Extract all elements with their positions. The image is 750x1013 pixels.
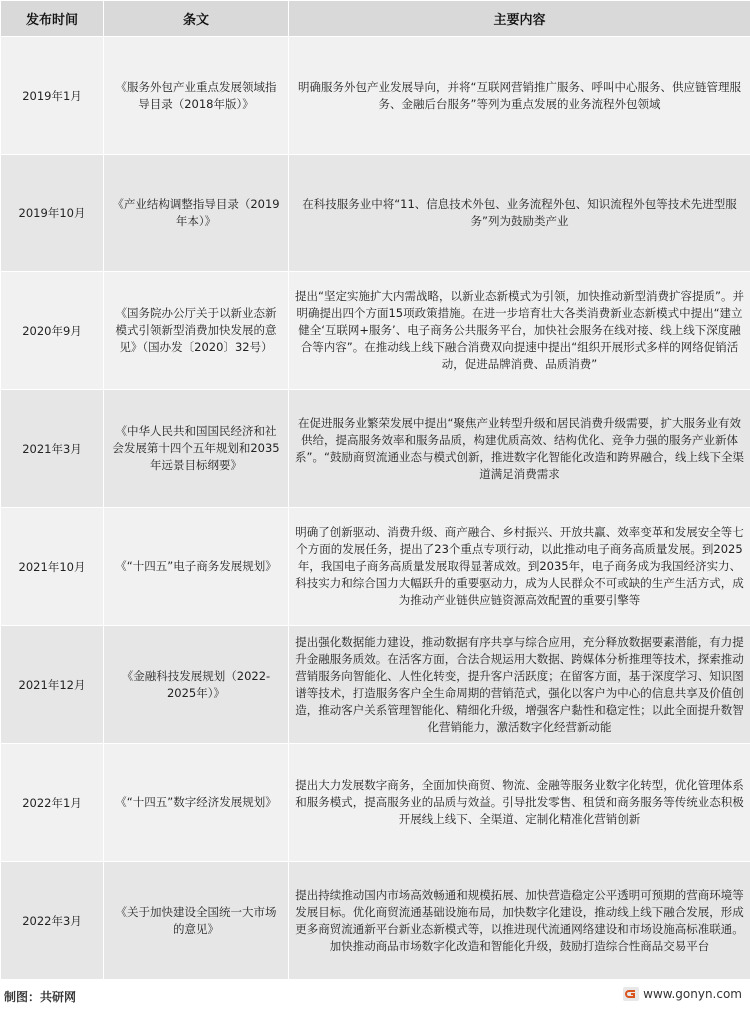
row-title: 《“十四五”数字经济发展规划》 [104,744,289,862]
row-date: 2021年3月 [1,390,104,508]
table-row [1,626,750,744]
row-content: 提出强化数据能力建设，推动数据有序共享与综合应用，充分释放数据要素潜能，有力提升金融服务质效。在活客方面，合法合规运用大数据、跨媒体分析推理等技术，探索推动营销服务向智能化、人性化转变，提升客户活跃度；在留客方面，基于深度学习、知识图谱等技术，打造服务客户全生命周期的营销范式，强化以客户为中心的信息共享及价值创造，推动客户关系管理智能化、精细化升级，增强客户黏性和稳定性；以此全面提升数智化营销能力，激活数字化经营新动能 [289,626,750,744]
row-date: 2019年1月 [1,37,104,155]
table-row [1,155,750,272]
row-title: 《服务外包产业重点发展领域指导目录（2018年版）》 [104,37,289,155]
row-date: 2021年12月 [1,626,104,744]
table-header-row [1,1,750,37]
row-date: 2020年9月 [1,272,104,390]
header-content: 主要内容 [289,1,750,37]
row-content: 明确了创新驱动、消费升级、商产融合、乡村振兴、开放共赢、效率变革和发展安全等七个方面的发展任务，提出了23个重点专项行动，以此推动电子商务高质量发展。到2025年，我国电子商务高质量发展取得显著成效。到2035年，电子商务成为我国经济实力、科技实力和综合国力大幅跃升的重要驱动力，成为人民群众不可或缺的生产生活方式，成为推动产业链供应链资源高效配置的重要引擎等 [289,508,750,626]
row-content: 明确服务外包产业发展导向，并将“互联网营销推广服务、呼叫中心服务、供应链管理服务、金融后台服务”等列为重点发展的业务流程外包领域 [289,37,750,155]
table-row [1,37,750,155]
row-date: 2019年10月 [1,155,104,272]
gonyn-logo-icon [623,987,639,1001]
footer-source: 制图：共研网 [4,990,77,1004]
row-content: 在促进服务业繁荣发展中提出“聚焦产业转型升级和居民消费升级需要，扩大服务业有效供给，提高服务效率和服务品质，构建优质高效、结构优化、竞争力强的服务产业新体系”。“鼓励商贸流通业态与模式创新，推进数字化智能化改造和跨界融合，线上线下全渠道满足消费需求 [289,390,750,508]
row-date: 2022年3月 [1,862,104,980]
row-content: 提出“坚定实施扩大内需战略，以新业态新模式为引领，加快推动新型消费扩容提质”。并明确提出四个方面15项政策措施。在进一步培育壮大各类消费新业态新模式中提出“建立健全‘互联网+服务’、电子商务公共服务平台，加快社会服务在线对接、线上线下深度融合等内容”。在推动线上线下融合消费双向提速中提出“组织开展形式多样的网络促销活动，促进品牌消费、品质消费” [289,272,750,390]
row-date: 2021年10月 [1,508,104,626]
row-title: 《产业结构调整指导目录（2019年本）》 [104,155,289,272]
row-content: 提出大力发展数字商务，全面加快商贸、物流、金融等服务业数字化转型，优化管理体系和服务模式，提高服务业的品质与效益。引导批发零售、租赁和商务服务等传统业态积极开展线上线下、全渠道、定制化精准化营销创新 [289,744,750,862]
footer-site[interactable] [623,987,742,1001]
row-title: 《中华人民共和国国民经济和社会发展第十四个五年规划和2035年远景目标纲要》 [104,390,289,508]
footer-site-url[interactable]: www.gonyn.com [643,987,742,1001]
table-row [1,272,750,390]
row-content: 提出持续推动国内市场高效畅通和规模拓展、加快营造稳定公平透明可预期的营商环境等发展目标。优化商贸流通基础设施布局，加快数字化建设，推动线上线下融合发展，形成更多商贸流通新平台新业态新模式等，以推进现代流通网络建设和市场设施高标准联通。加快推动商品市场数字化改造和智能化升级，鼓励打造综合性商品交易平台 [289,862,750,980]
row-title: 《国务院办公厅关于以新业态新模式引领新型消费加快发展的意见》（国办发〔2020〕32号） [104,272,289,390]
row-title: 《关于加快建设全国统一大市场的意见》 [104,862,289,980]
row-title: 《金融科技发展规划（2022-2025年）》 [104,626,289,744]
header-title: 条文 [104,1,289,37]
row-title: 《“十四五”电子商务发展规划》 [104,508,289,626]
row-date: 2022年1月 [1,744,104,862]
row-content: 在科技服务业中将“11、信息技术外包、业务流程外包、知识流程外包等技术先进型服务”列为鼓励类产业 [289,155,750,272]
footer [0,979,750,1013]
table-row [1,862,750,980]
table-row [1,508,750,626]
table-row [1,744,750,862]
table-row [1,390,750,508]
header-date: 发布时间 [1,1,104,37]
